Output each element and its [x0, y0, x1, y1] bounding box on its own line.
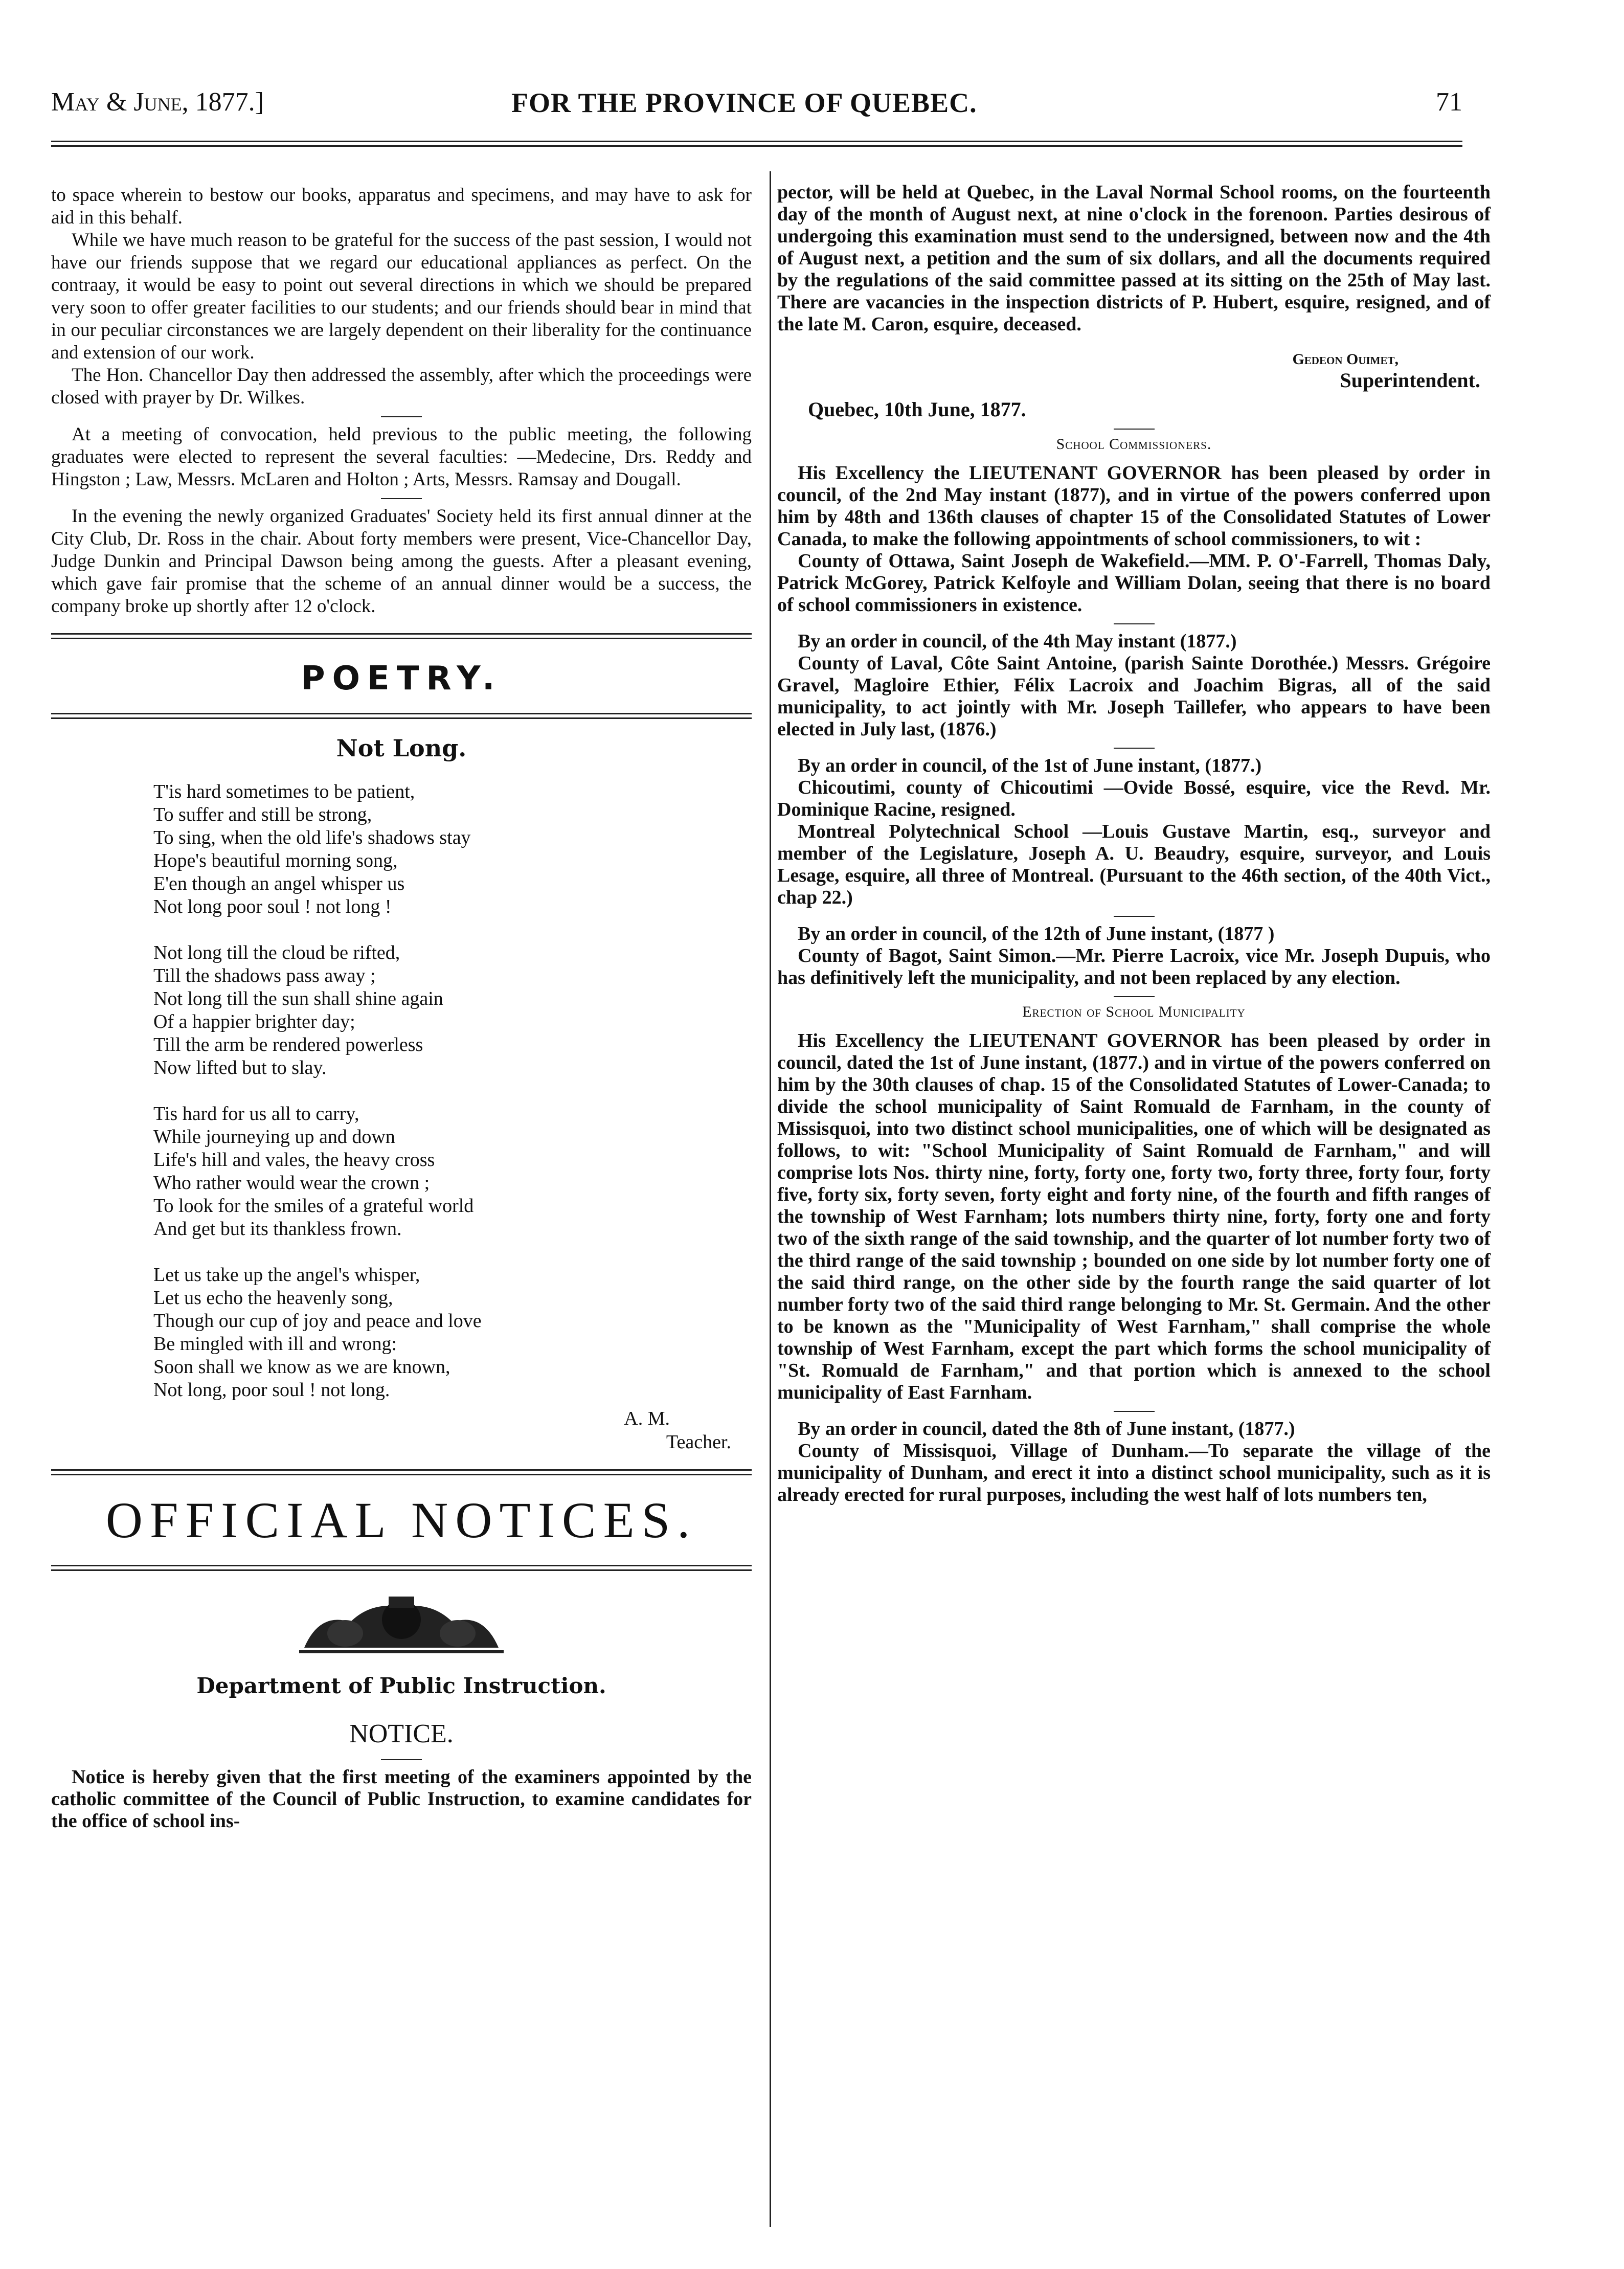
page-header	[51, 87, 1462, 133]
right-para-10: County of Bagot, Saint Simon.—Mr. Pierre Lacroix, vice Mr. Joseph Dupuis, who has definitively left the municipality, and not been replaced by any election.	[777, 945, 1491, 989]
separator-dash	[381, 416, 422, 417]
poem-line: Not long poor soul ! not long !	[153, 896, 392, 917]
poem-stanza-4	[153, 1264, 752, 1402]
poem-signature-title: Teacher.	[666, 1431, 731, 1453]
right-para-3: County of Ottawa, Saint Joseph de Wakefield.—MM. P. O'-Farrell, Thomas Daly, Patrick McGorey, Patrick Kelfoyle and William Dolan, seeing that there is no board of school commissioners in existence.	[777, 550, 1491, 616]
left-column	[51, 184, 752, 1832]
column-divider	[770, 171, 771, 2227]
separator-dash	[1114, 916, 1155, 917]
poem-line: Though our cup of joy and peace and love	[153, 1310, 482, 1332]
header-date: May & June, 1877.]	[51, 87, 264, 117]
left-para-3: The Hon. Chancellor Day then addressed the assembly, after which the proceedings were closed with prayer by Dr. Wilkes.	[51, 365, 752, 408]
right-para-4: By an order in council, of the 4th May instant (1877.)	[798, 631, 1237, 652]
separator-dash	[381, 498, 422, 499]
header-rule	[51, 141, 1462, 147]
section-heading-erection: Erection of School Municipality	[1022, 1003, 1246, 1020]
department-heading: Department of Public Instruction.	[196, 1673, 606, 1698]
right-para-12: By an order in council, dated the 8th of June instant, (1877.)	[798, 1418, 1295, 1440]
separator-dash	[1114, 623, 1155, 624]
section-rule	[51, 713, 752, 719]
right-column	[777, 182, 1491, 1506]
poem-line: Not long till the cloud be rifted,	[153, 942, 400, 963]
right-para-9: By an order in council, of the 12th of June instant, (1877 )	[798, 923, 1275, 945]
poetry-heading: POETRY.	[301, 660, 502, 698]
page-number: 71	[1436, 87, 1462, 117]
poem-line: Who rather would wear the crown ;	[153, 1172, 430, 1194]
poem-line: And get but its thankless frown.	[153, 1218, 402, 1240]
right-para-2: His Excellency the LIEUTENANT GOVERNOR has been pleased by order in council, of the 2nd May instant (1877), and in virtue of the powers conferred upon him by 48th and 136th clauses of chapter 15 of the Consolidated Statutes of Lower Canada, to make the following appointments of school commissioners, to wit :	[777, 462, 1491, 550]
separator-dash	[1114, 748, 1155, 749]
poem-line: Till the shadows pass away ;	[153, 965, 376, 986]
poem-stanza-3	[153, 1103, 752, 1241]
poem-stanza-1	[153, 780, 752, 918]
right-para-1: pector, will be held at Quebec, in the Laval Normal School rooms, on the fourteenth day of the month of August next, at nine o'clock in the forenoon. Parties desirous of undergoing this examination must send to the undersigned, between now and the 4th of August next, a petition and the sum of six dollars, and all the documents required by the regulations of the said committee passed at its sitting on the 25th of May last. There are vacancies in the inspection districts of P. Hubert, esquire, resigned, and of the late M. Caron, esquire, deceased.	[777, 182, 1491, 335]
separator-dash	[381, 1759, 422, 1760]
signature-name: Gedeon Ouimet,	[1292, 351, 1399, 368]
poem-line: Life's hill and vales, the heavy cross	[153, 1149, 435, 1171]
poem-line: Not long, poor soul ! not long.	[153, 1379, 390, 1401]
right-para-7: Chicoutimi, county of Chicoutimi —Ovide Bossé, esquire, vice the Revd. Mr. Dominique Racine, resigned.	[777, 777, 1491, 820]
royal-crest-icon	[289, 1591, 514, 1658]
poem-line: To look for the smiles of a grateful world	[153, 1195, 474, 1217]
separator-dash	[1114, 996, 1155, 997]
section-rule	[51, 1565, 752, 1571]
left-para-5: In the evening the newly organized Graduates' Society held its first annual dinner at the City Club, Dr. Ross in the chair. About forty members were present, Vice-Chancellor Day, Judge Dunkin and Principal Dawson being among the guests. After a pleasant evening, which gave fair promise that the scheme of an annual dinner would be a success, the company broke up shortly after 12 o'clock.	[51, 506, 752, 617]
separator-dash	[1114, 429, 1155, 430]
poem-line: Now lifted but to slay.	[153, 1057, 327, 1079]
poem-line: To sing, when the old life's shadows stay	[153, 827, 471, 848]
right-para-11: His Excellency the LIEUTENANT GOVERNOR has been pleased by order in council, dated the 1st of June instant, (1877.) and in virtue of the powers conferred on him by the 30th clauses of chap. 15 of the Consolidated Statutes of Lower-Canada; to divide the school municipality of Saint Romuald de Farnham, in the county of Missisquoi, into two distinct school municipalities, one of which will be designated as follows, to wit: "School Municipality of Saint Romuald de Farnham," and will comprise lots Nos. thirty nine, forty, forty one, forty two, forty three, forty four, forty five, forty six, forty seven, forty eight and forty nine, of the fourth and fifth ranges of the township of West Farnham; lots numbers thirty nine, forty, forty one and forty two of the sixth range of the said township, and the quarter of lot number forty two of the third range of the said township ; bounded on one side by lot number forty one of the said third range, on the other side by the fourth range the said quarter of lot number forty two of the said third range belonging to Mr. St. Germain. And the other to be known as the "Municipality of West Farnham," shall comprise the whole township of West Farnham, except the part which forms the school municipality of "St. Romuald de Farnham," and that portion which is annexed to the school municipality of East Farnham.	[777, 1030, 1491, 1403]
poem-line: Till the arm be rendered powerless	[153, 1034, 423, 1055]
section-rule	[51, 633, 752, 639]
poem-line: Tis hard for us all to carry,	[153, 1103, 359, 1125]
right-para-8: Montreal Polytechnical School —Louis Gustave Martin, esq., surveyor and member of the Legislature, Joseph A. U. Beaudry, esquire, surveyor, and Louis Lesage, esquire, all three of Montreal. (Pursuant to the 46th section, of the 40th Vict., chap 22.)	[777, 821, 1491, 908]
separator-dash	[1114, 1411, 1155, 1412]
poem-line: Be mingled with ill and wrong:	[153, 1333, 397, 1355]
header-title: FOR THE PROVINCE OF QUEBEC.	[511, 87, 977, 118]
poem-line: Of a happier brighter day;	[153, 1011, 355, 1032]
poem-line: T'is hard sometimes to be patient,	[153, 781, 415, 802]
right-para-6: By an order in council, of the 1st of June instant, (1877.)	[798, 755, 1262, 776]
notice-heading: NOTICE.	[349, 1719, 454, 1748]
poem-line: While journeying up and down	[153, 1126, 395, 1148]
poem-line: Hope's beautiful morning song,	[153, 850, 398, 871]
poem-line: To suffer and still be strong,	[153, 804, 372, 825]
right-para-5: County of Laval, Côte Saint Antoine, (parish Sainte Dorothée.) Messrs. Grégoire Gravel, Magloire Ethier, Félix Lacroix and Joachim Bigras, all of the said municipality, to act jointly with Mr. Joseph Taillefer, who appears to have been elected in July last, (1876.)	[777, 653, 1491, 740]
poem-signature-initials: A. M.	[624, 1408, 670, 1429]
poem-title: Not Long.	[336, 734, 467, 762]
poem-line: Soon shall we know as we are known,	[153, 1356, 450, 1378]
poem-line: Not long till the sun shall shine again	[153, 988, 443, 1009]
notice-date: Quebec, 10th June, 1877.	[808, 398, 1026, 421]
left-para-2: While we have much reason to be grateful for the success of the past session, I would not have our friends suppose that we regard our educational appliances as perfect. On the contraay, it would be easy to point out several directions in which we should be prepared very soon to offer greater facilities to our students; and our friends should bear in mind that in our peculiar circonstances we are largely dependent on their liberality for the continuance and extension of our work.	[51, 230, 752, 363]
poem-line: E'en though an angel whisper us	[153, 873, 405, 894]
notice-paragraph: Notice is hereby given that the first meeting of the examiners appointed by the catholic committee of the Council of Public Instruction, to examine candidates for the office of school ins-	[51, 1766, 752, 1832]
signature-title: Superintendent.	[1340, 369, 1480, 392]
poem-line: Let us echo the heavenly song,	[153, 1287, 393, 1309]
poem-stanza-2	[153, 941, 752, 1080]
left-para-4: At a meeting of convocation, held previous to the public meeting, the following graduates were elected to represent the several faculties: —Medecine, Drs. Reddy and Hingston ; Law, Messrs. McLaren and Holton ; Arts, Messrs. Ramsay and Dougall.	[51, 424, 752, 490]
poem-line: Let us take up the angel's whisper,	[153, 1264, 420, 1286]
right-para-13: County of Missisquoi, Village of Dunham.—To separate the village of the municipality of Dunham, and erect it into a distinct school municipality, such as it is already erected for rural purposes, including the west half of lots numbers ten,	[777, 1440, 1491, 1506]
section-heading-school-commissioners: School Commissioners.	[1056, 436, 1212, 453]
left-para-1: to space wherein to bestow our books, apparatus and specimens, and may have to ask for aid in this behalf.	[51, 185, 752, 228]
official-notices-heading: OFFICIAL NOTICES.	[105, 1492, 697, 1548]
section-rule	[51, 1469, 752, 1475]
